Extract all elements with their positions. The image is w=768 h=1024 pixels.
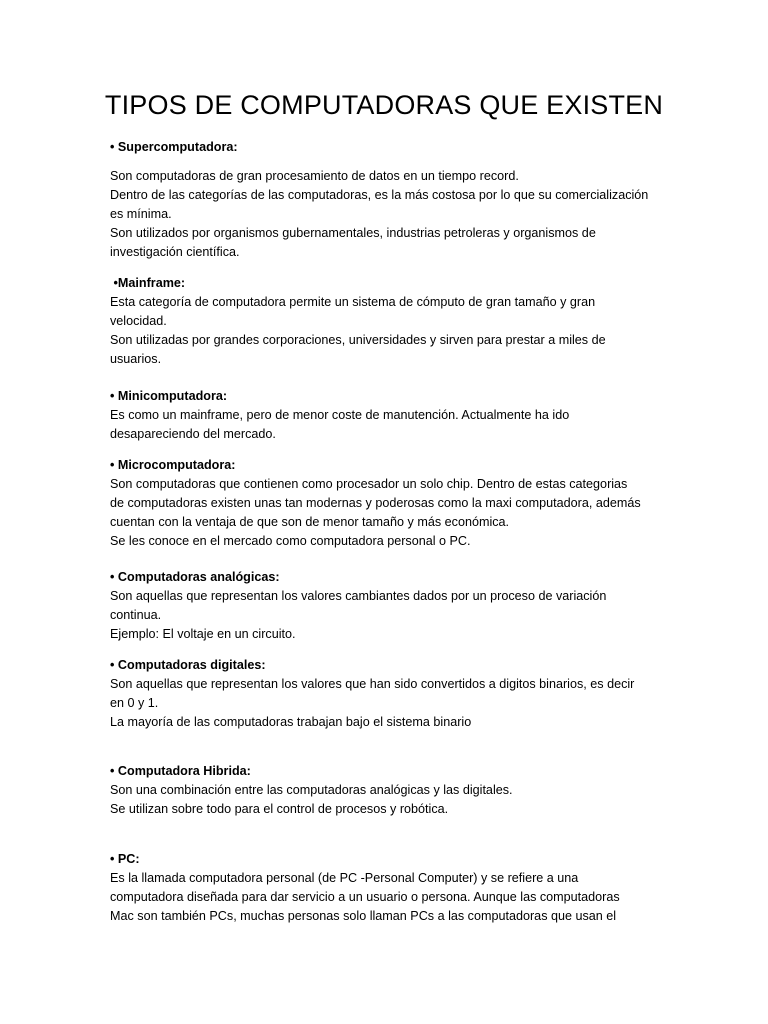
paragraph-line: La mayoría de las computadoras trabajan bajo el sistema binario: [110, 715, 472, 729]
paragraph-line: Esta categoría de computadora permite un sistema de cómputo de gran tamaño y gran: [110, 295, 596, 309]
paragraph-line: Son una combinación entre las computadoras analógicas y las digitales.: [110, 783, 513, 797]
paragraph-line: en 0 y 1.: [110, 696, 159, 710]
section-pc: [110, 850, 670, 926]
paragraph-line: velocidad.: [110, 314, 167, 328]
paragraph-line: Es la llamada computadora personal (de PC -Personal Computer) y se refiere a una: [110, 871, 579, 885]
section-heading: • Computadoras analógicas:: [110, 570, 280, 584]
section-heading: • PC:: [110, 852, 140, 866]
paragraph-line: cuentan con la ventaja de que son de menor tamaño y más económica.: [110, 515, 510, 529]
paragraph-line: Dentro de las categorías de las computadoras, es la más costosa por lo que su comercialización: [110, 188, 649, 202]
section-heading: • Minicomputadora:: [110, 389, 228, 403]
paragraph-line: Son computadoras de gran procesamiento de datos en un tiempo record.: [110, 169, 519, 183]
paragraph-line: es mínima.: [110, 207, 172, 221]
paragraph-line: desapareciendo del mercado.: [110, 427, 276, 441]
section-heading: • Microcomputadora:: [110, 458, 236, 472]
section-minicomputadora: [110, 387, 670, 444]
section-heading: • Computadora Hibrida:: [110, 764, 251, 778]
section-microcomputadora: [110, 456, 670, 551]
paragraph-line: Son computadoras que contienen como procesador un solo chip. Dentro de estas categorias: [110, 477, 628, 491]
page-title: TIPOS DE COMPUTADORAS QUE EXISTEN: [104, 90, 664, 120]
paragraph-line: Son aquellas que representan los valores que han sido convertidos a digitos binarios, es decir: [110, 677, 635, 691]
paragraph-line: Se utilizan sobre todo para el control de procesos y robótica.: [110, 802, 449, 816]
section-computadoras-digitales: [110, 656, 670, 732]
paragraph-line: de computadoras existen unas tan modernas y poderosas como la maxi computadora, además: [110, 496, 641, 510]
section-heading: • Computadoras digitales:: [110, 658, 266, 672]
section-supercomputadora: [110, 138, 670, 262]
paragraph-line: Son utilizados por organismos gubernamentales, industrias petroleras y organismos de: [110, 226, 596, 240]
paragraph-line: Ejemplo: El voltaje en un circuito.: [110, 627, 296, 641]
paragraph-line: Se les conoce en el mercado como computadora personal o PC.: [110, 534, 471, 548]
section-computadora-hibrida: [110, 762, 670, 819]
section-heading: •Mainframe:: [110, 276, 186, 290]
paragraph-line: Son aquellas que representan los valores cambiantes dados por un proceso de variación: [110, 589, 607, 603]
paragraph-line: Mac son también PCs, muchas personas solo llaman PCs a las computadoras que usan el: [110, 909, 617, 923]
section-computadoras-analogicas: [110, 568, 670, 644]
paragraph-line: investigación científica.: [110, 245, 240, 259]
paragraph-line: computadora diseñada para dar servicio a un usuario o persona. Aunque las computadoras: [110, 890, 620, 904]
paragraph-line: Son utilizadas por grandes corporaciones, universidades y sirven para prestar a miles de: [110, 333, 606, 347]
paragraph-line: continua.: [110, 608, 162, 622]
section-heading: • Supercomputadora:: [110, 140, 238, 154]
section-mainframe: [110, 274, 670, 369]
paragraph-line: usuarios.: [110, 352, 162, 366]
paragraph-line: Es como un mainframe, pero de menor coste de manutención. Actualmente ha ido: [110, 408, 570, 422]
